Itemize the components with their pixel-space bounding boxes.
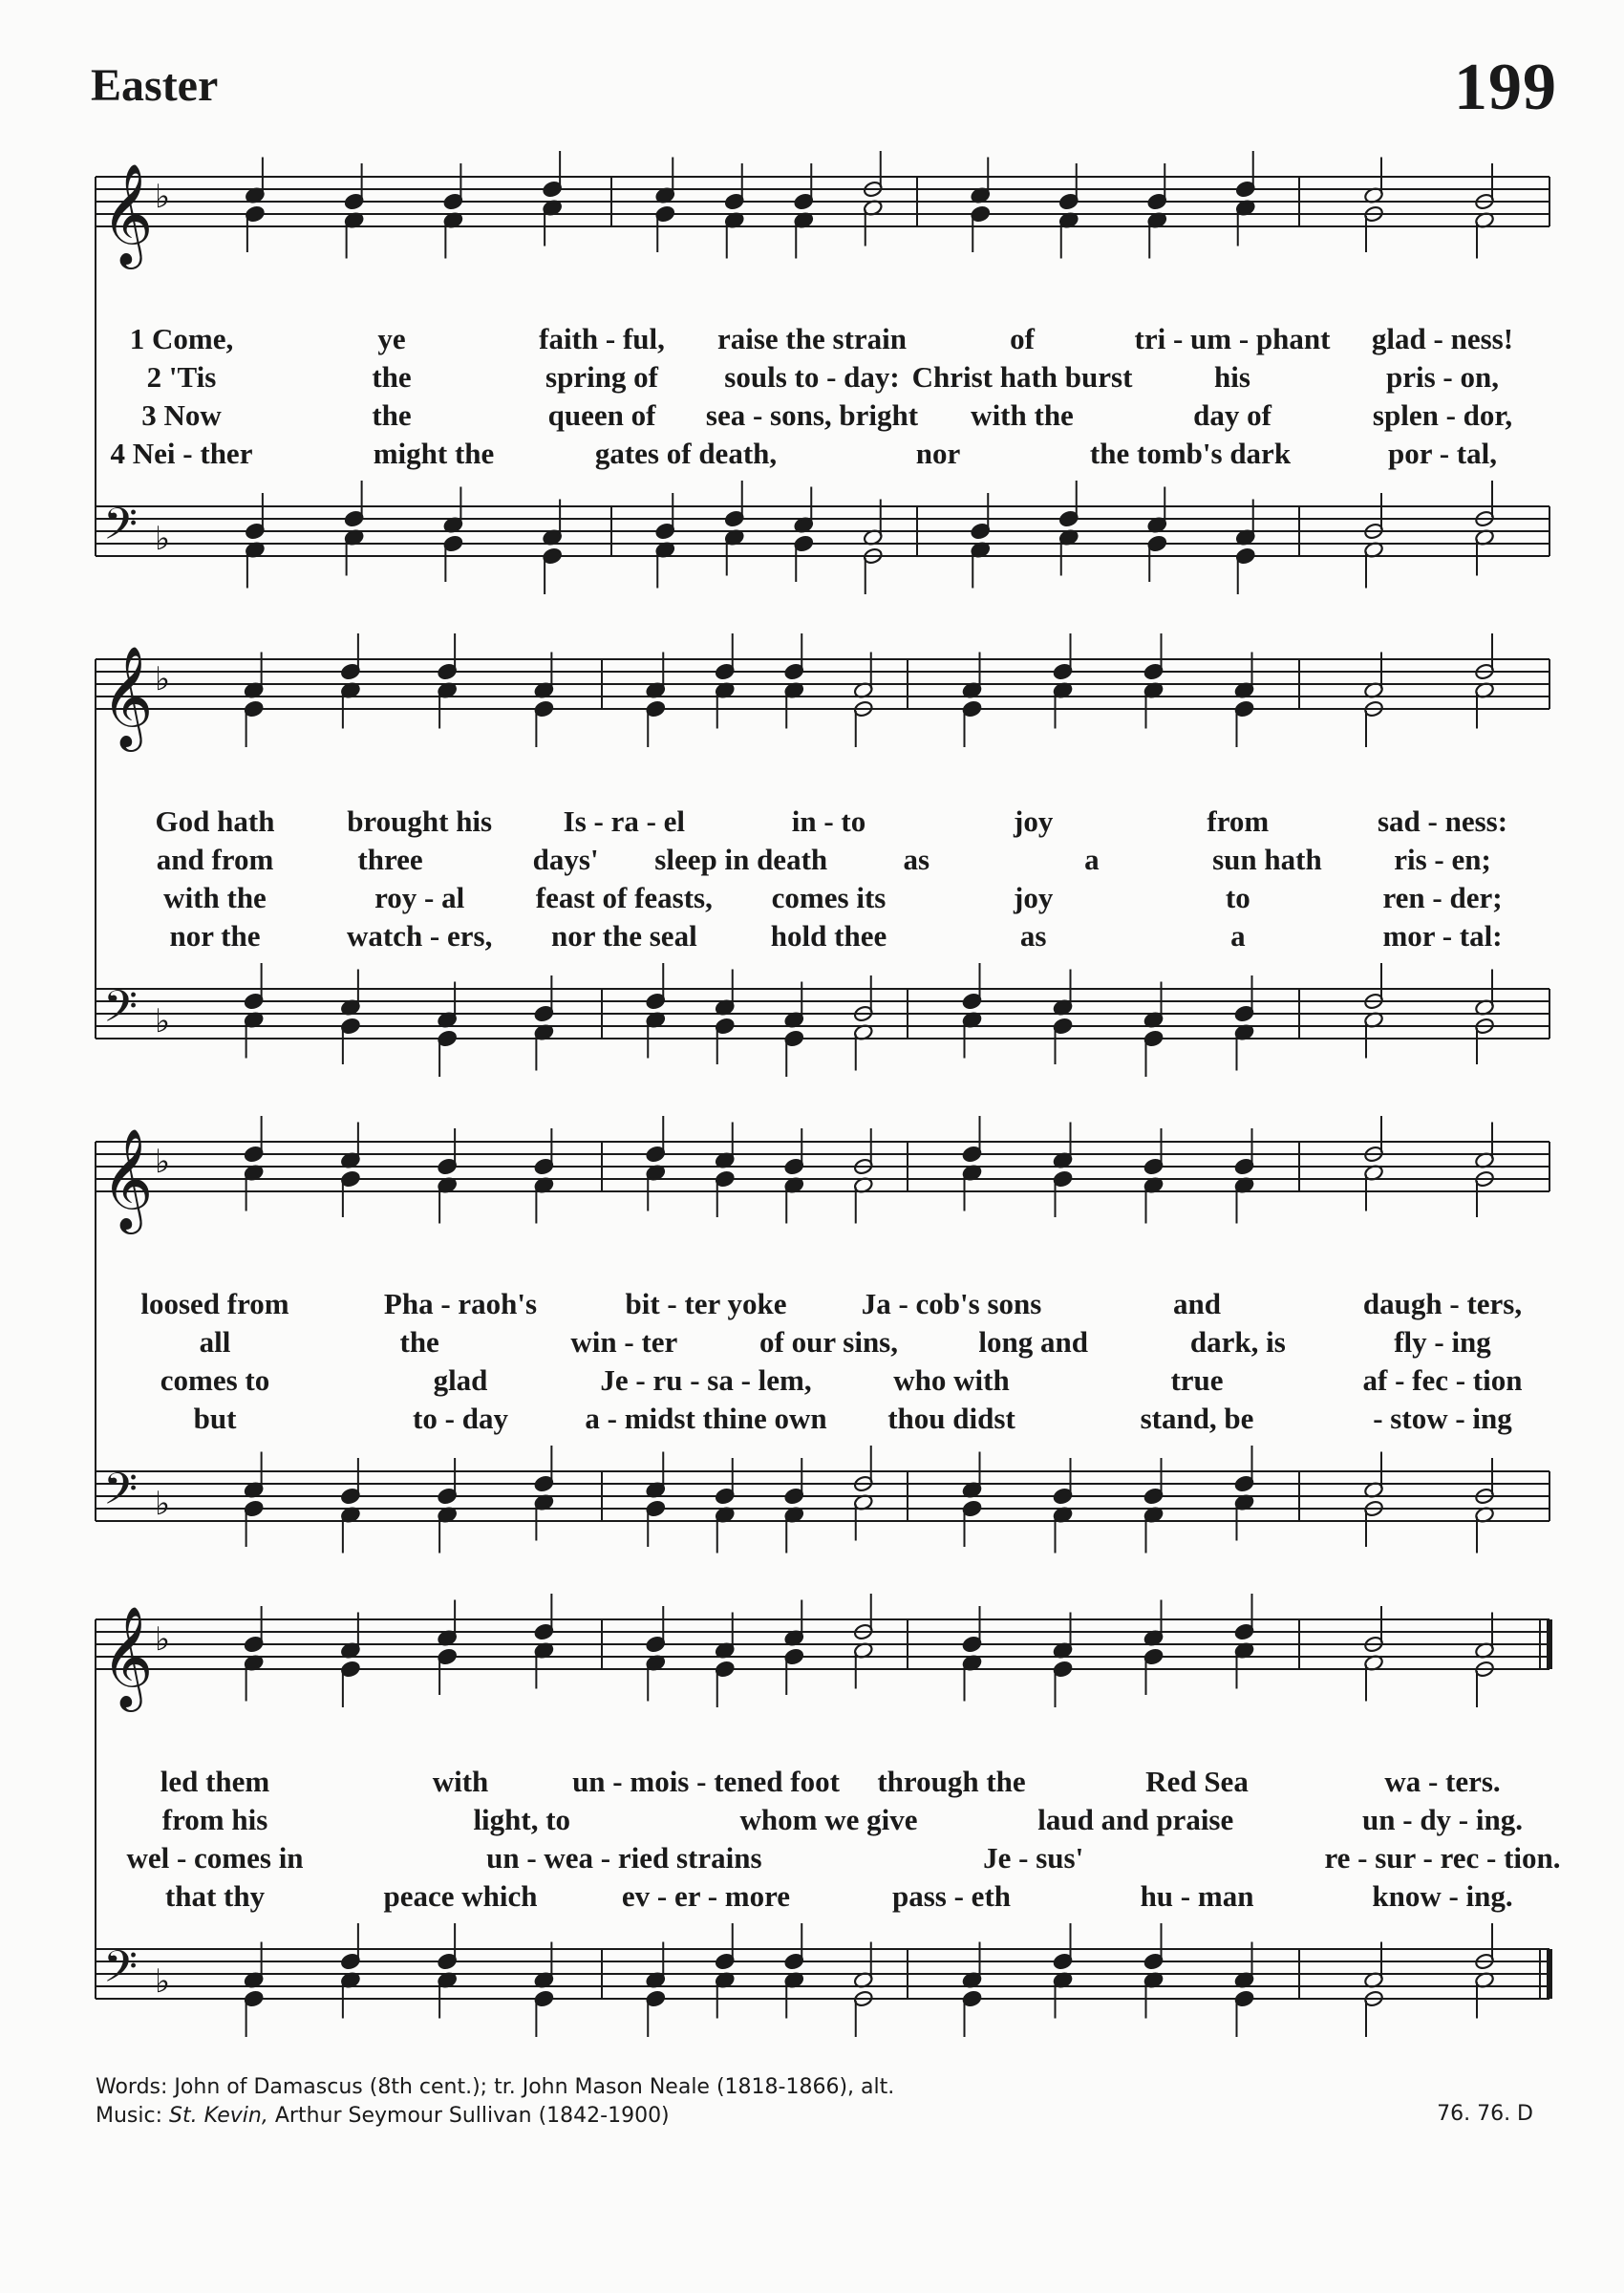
lyric-syllable: 2 'Tis [146,360,217,394]
lyric-syllable: tri - um - phant [1134,322,1331,355]
lyric-syllable: wa - ters. [1384,1765,1501,1798]
lyric-syllable: nor [915,437,961,470]
lyric-syllable: re - sur - rec - tion. [1324,1841,1561,1875]
lyric-syllable: with the [971,398,1074,432]
lyric-syllable: the [372,398,412,432]
lyric-syllable: a [1230,919,1246,953]
lyric-syllable: spring of [545,360,658,394]
lyric-line-verse-2 [0,1801,1624,1839]
lyric-syllable: nor the [169,919,261,953]
lyric-syllable: watch - ers, [346,919,493,953]
lyric-syllable: God hath [155,804,275,838]
lyric-syllable: Je - sus' [983,1841,1084,1875]
lyric-syllable: Je - ru - sa - lem, [600,1363,812,1397]
treble-clef-icon: 𝄞 [101,1605,154,1707]
flat-key-signature-icon: ♭ [155,1485,171,1523]
lyric-syllable: the tomb's dark [1089,437,1292,470]
lyric-syllable: a [1084,843,1100,876]
bass-clef-icon: 𝄢 [103,1464,139,1526]
lyric-syllable: that thy [164,1879,266,1913]
lyric-syllable: ev - er - more [621,1879,791,1913]
lyric-syllable: wel - comes in [126,1841,304,1875]
lyric-syllable: comes its [771,881,887,914]
lyric-syllable: queen of [547,398,656,432]
lyric-syllable: af - fec - tion [1362,1363,1523,1397]
lyric-syllable: glad [433,1363,488,1397]
lyric-syllable: but [193,1402,237,1435]
bass-clef-icon: 𝄢 [103,1941,139,2004]
lyric-syllable: - stow - ing [1373,1402,1512,1435]
lyric-syllable: joy [1013,881,1054,914]
lyric-syllable: un - wea - ried strains [486,1841,762,1875]
treble-clef-icon: 𝄞 [101,645,154,747]
lyric-syllable: true [1170,1363,1224,1397]
lyric-syllable: ren - der; [1382,881,1503,914]
treble-clef-icon: 𝄞 [101,162,154,265]
flat-key-signature-icon: ♭ [155,520,171,558]
hymn-number: 199 [1454,51,1557,124]
lyric-syllable: brought his [347,804,493,838]
words-text: John of Damascus (8th cent.); tr. John Mason Neale (1818-1866), alt. [174,2075,895,2099]
lyric-syllable: gates of death, [594,437,778,470]
flat-key-signature-icon: ♭ [155,1143,171,1181]
lyric-syllable: pass - eth [891,1879,1012,1913]
lyric-syllable: to [1225,881,1250,914]
lyric-syllable: peace which [383,1879,538,1913]
lyric-syllable: Christ hath burst [911,360,1133,394]
lyric-syllable: sea - sons, bright [705,398,919,432]
lyric-syllable: light, to [473,1803,571,1836]
lyric-syllable: raise the strain [716,322,908,355]
lyric-syllable: sad - ness: [1377,804,1508,838]
flat-key-signature-icon: ♭ [155,660,171,698]
flat-key-signature-icon: ♭ [155,1962,171,2001]
lyric-syllable: his [1214,360,1250,394]
lyric-syllable: thou didst [887,1402,1015,1435]
lyric-line-verse-4 [0,1877,1624,1916]
lyric-syllable: to - day [413,1402,508,1435]
meter: 76. 76. D [1437,2102,1533,2126]
flat-key-signature-icon: ♭ [155,1002,171,1040]
lyric-syllable: Is - ra - el [563,804,686,838]
lyric-syllable: whom we give [739,1803,918,1836]
lyric-syllable: laud and praise [1037,1803,1234,1836]
lyric-syllable: hu - man [1140,1879,1254,1913]
lyric-syllable: feast of feasts, [535,881,713,914]
lyric-syllable: joy [1013,804,1054,838]
lyric-syllable: splen - dor, [1372,398,1513,432]
lyric-syllable: a - midst thine own [585,1402,827,1435]
lyric-syllable: fly - ing [1394,1325,1491,1359]
lyric-syllable: ye [377,322,406,355]
flat-key-signature-icon: ♭ [155,1620,171,1659]
lyric-syllable: all [199,1325,231,1359]
lyric-syllable: un - mois - tened foot [572,1765,840,1798]
lyric-syllable: Pha - raoh's [383,1287,538,1320]
lyric-syllable: glad - ness! [1371,322,1514,355]
lyric-syllable: in - to [791,804,866,838]
section-title: Easter [91,60,219,111]
lyric-syllable: day of [1193,398,1271,432]
bass-clef-icon: 𝄢 [103,981,139,1043]
lyric-syllable: the [372,360,412,394]
lyric-syllable: who with [893,1363,1010,1397]
lyric-syllable: bit - ter yoke [625,1287,787,1320]
lyric-syllable: might the [373,437,495,470]
lyric-syllable: 4 Nei - ther [110,437,253,470]
lyric-syllable: from [1207,804,1270,838]
lyric-syllable: faith - ful, [539,322,665,355]
lyric-syllable: por - tal, [1388,437,1497,470]
bass-clef-icon: 𝄢 [103,499,139,561]
lyric-syllable: through the [877,1765,1026,1798]
lyric-syllable: with the [163,881,267,914]
lyric-syllable: of [1010,322,1035,355]
lyric-syllable: souls to - day: [724,360,900,394]
treble-clef-icon: 𝄞 [101,1127,154,1230]
lyric-syllable: stand, be [1140,1402,1254,1435]
words-credit [96,2073,894,2102]
music-label: Music: [96,2104,163,2128]
lyric-syllable: loosed from [140,1287,289,1320]
lyric-syllable: comes to [160,1363,270,1397]
lyric-syllable: dark, is [1189,1325,1286,1359]
music-credit [96,2102,894,2131]
lyric-syllable: know - ing. [1372,1879,1513,1913]
lyric-line-verse-3 [0,1839,1624,1877]
flat-key-signature-icon: ♭ [155,178,171,216]
lyric-syllable: with [432,1765,489,1798]
music-text: Arthur Seymour Sullivan (1842-1900) [274,2104,670,2128]
lyric-syllable: Red Sea [1145,1765,1249,1798]
lyric-syllable: nor the seal [550,919,697,953]
lyric-syllable: 3 Now [141,398,222,432]
words-label: Words: [96,2075,168,2099]
lyric-syllable: and [1173,1287,1221,1320]
lyric-syllable: as [1019,919,1047,953]
credits [96,2073,894,2131]
lyric-syllable: pris - on, [1386,360,1499,394]
lyric-syllable: three [357,843,423,876]
lyric-syllable: long and [978,1325,1088,1359]
lyric-syllable: and from [156,843,274,876]
lyric-syllable: 1 Come, [129,322,234,355]
lyric-syllable: Ja - cob's sons [861,1287,1042,1320]
lyric-line-verse-1 [0,1763,1624,1801]
lyric-syllable: led them [160,1765,270,1798]
lyric-syllable: of our sins, [759,1325,898,1359]
lyric-syllable: ris - en; [1394,843,1491,876]
lyric-syllable: from his [161,1803,268,1836]
lyric-syllable: roy - al [374,881,465,914]
lyric-syllable: sun hath [1212,843,1322,876]
lyric-syllable: daugh - ters, [1362,1287,1523,1320]
lyric-syllable: hold thee [770,919,887,953]
lyric-syllable: sleep in death [654,843,828,876]
tune-name: St. Kevin, [169,2104,268,2128]
lyric-syllable: days' [532,843,599,876]
lyric-syllable: as [903,843,930,876]
lyric-syllable: mor - tal: [1382,919,1503,953]
lyric-syllable: win - ter [570,1325,678,1359]
lyric-syllable: the [399,1325,439,1359]
lyric-syllable: un - dy - ing. [1362,1803,1523,1836]
